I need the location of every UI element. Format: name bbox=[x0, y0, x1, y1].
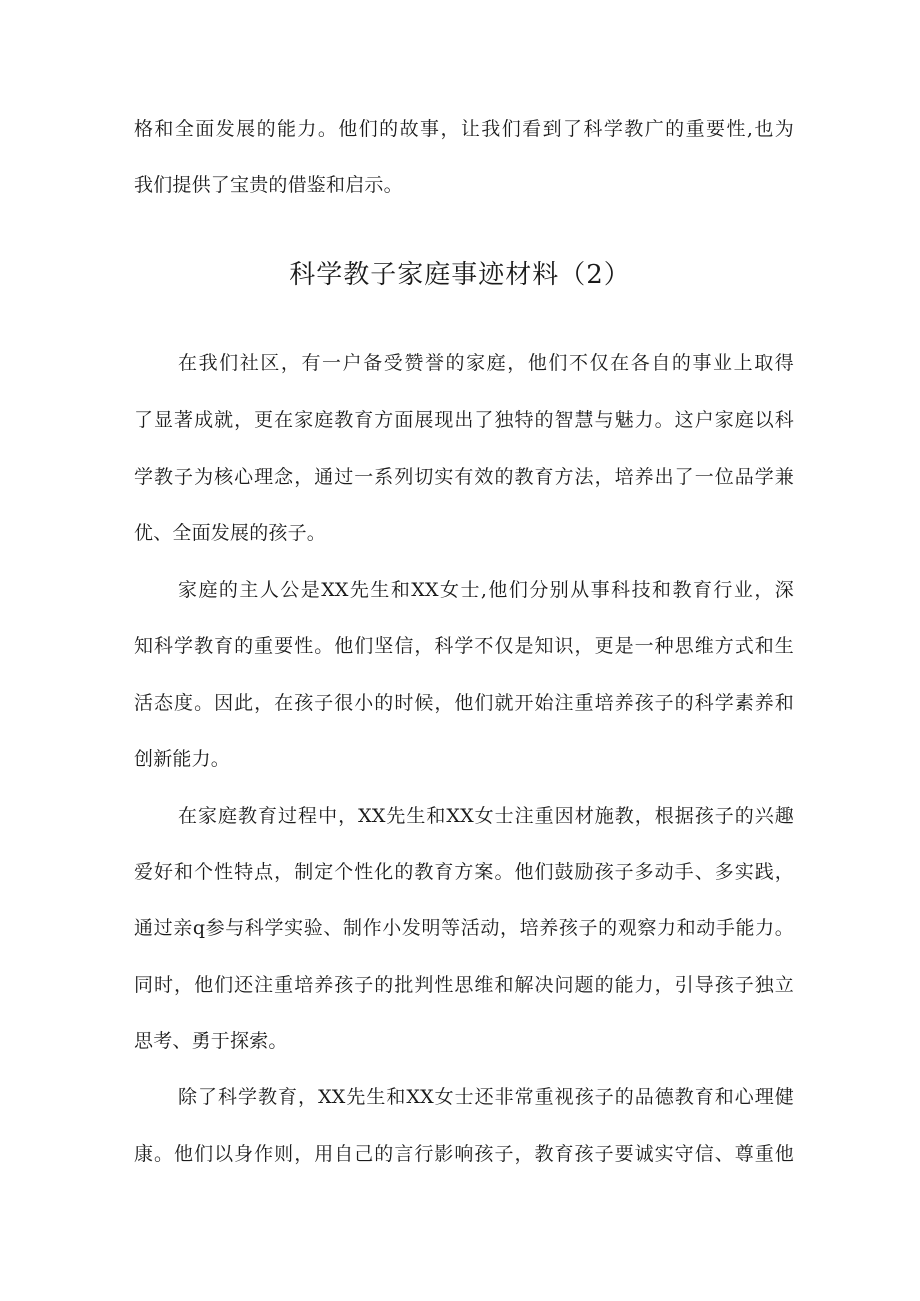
text-line: 通过亲q参与科学实验、制作小发明等活动，培养孩子的观察力和动手能力。 bbox=[134, 917, 794, 939]
text-line: 格和全面发展的能力。他们的故事，让我们看到了科学教广的重要性,也为 bbox=[134, 118, 794, 140]
text-line: 除了科学教育，XX先生和XX女士还非常重视孩子的品德教育和心理健 bbox=[178, 1086, 794, 1108]
text-line: 同时，他们还注重培养孩子的批判性思维和解决问题的能力，引导孩子独立 bbox=[134, 974, 794, 996]
text-line: 优、全面发展的孩子。 bbox=[134, 522, 327, 544]
text-line: 创新能力。 bbox=[134, 748, 231, 770]
text-line: 家庭的主人公是XX先生和XX女士,他们分别从事科技和教育行业，深 bbox=[178, 579, 794, 601]
text-line: 思考、勇于探索。 bbox=[134, 1030, 288, 1052]
text-line: 活态度。因此，在孩子很小的时候，他们就开始注重培养孩子的科学素养和 bbox=[134, 692, 794, 714]
text-line: 知科学教育的重要性。他们坚信，科学不仅是知识，更是一种思维方式和生 bbox=[134, 635, 794, 657]
text-line: 爱好和个性特点，制定个性化的教育方案。他们鼓励孩子多动手、多实践， bbox=[134, 861, 794, 883]
text-line: 康。他们以身作则，用自己的言行影响孩子，教育孩子要诚实守信、尊重他 bbox=[134, 1143, 794, 1165]
text-line: 了显著成就，更在家庭教育方面展现出了独特的智慧与魅力。这户家庭以科 bbox=[134, 409, 794, 431]
section-title: 科学教子家庭事迹材料（2） bbox=[289, 260, 631, 290]
text-line: 在我们社区，有一户备受赞誉的家庭，他们不仅在各自的事业上取得 bbox=[178, 352, 794, 374]
text-line: 学教子为核心理念，通过一系列切实有效的教育方法，培养出了一位品学兼 bbox=[134, 466, 794, 488]
text-line: 在家庭教育过程中，XX先生和XX女士注重因材施教，根据孩子的兴趣 bbox=[178, 805, 794, 827]
text-line: 我们提供了宝贵的借鉴和启示。 bbox=[134, 174, 403, 196]
